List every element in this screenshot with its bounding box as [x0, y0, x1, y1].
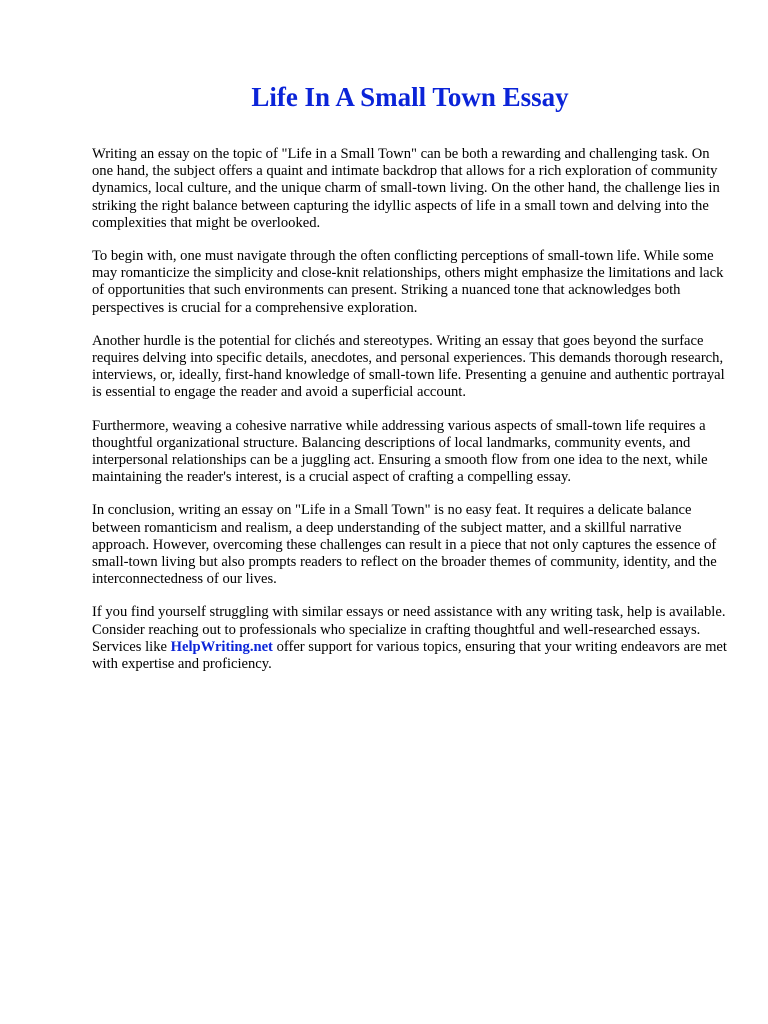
document-title: Life In A Small Town Essay [251, 82, 569, 112]
paragraph-cliches: Another hurdle is the potential for clichés and stereotypes. Writing an essay that goes beyond the surface requires delving into specific details, anecdotes, and personal experiences. This demands thorough research, interviews, or, ideally, first-hand knowledge of small-town life. Presenting a genuine and authentic portrayal is essential to engage the reader and avoid a superficial account. [92, 332, 725, 401]
help-text-after-link: offer support for various topics, ensuring that your writing endeavors are met with expertise and proficiency. [92, 638, 727, 673]
paragraph-intro: Writing an essay on the topic of "Life in a Small Town" can be both a rewarding and challenging task. On one hand, the subject offers a quaint and intimate backdrop that allows for a rich exploration of community dynamics, local culture, and the unique charm of small-town living. On the other hand, the challenge lies in striking the right balance between capturing the idyllic aspects of life in a small town and delving into the complexities that might be overlooked. [92, 146, 720, 231]
paragraph-conclusion: In conclusion, writing an essay on "Life in a Small Town" is no easy feat. It requires a delicate balance between romanticism and realism, a deep understanding of the subject matter, and a skillful narrative approach. However, overcoming these challenges can result in a piece that not only captures the essence of small-town living but also prompts readers to reflect on the broader themes of community, identity, and the interconnectedness of our lives. [92, 502, 717, 588]
paragraph-narrative: Furthermore, weaving a cohesive narrative while addressing various aspects of small-town life requires a thoughtful organizational structure. Balancing descriptions of local landmarks, community events, and interpersonal relationships can be a juggling act. Ensuring a smooth flow from one idea to the next, while maintaining the reader's interest, is a crucial aspect of crafting a compelling essay. [92, 417, 708, 486]
paragraph-perceptions: To begin with, one must navigate through the often conflicting perceptions of small-town life. While some may romanticize the simplicity and close-knit relationships, others might emphasize the limitations and lack of opportunities that such environments can present. Striking a nuanced tone that acknowledges both perspectives is crucial for a comprehensive exploration. [92, 248, 724, 316]
document-body [92, 146, 732, 689]
help-text-before-link: If you find yourself struggling with similar essays or need assistance with any writing task, help is available. Consider reaching out to professionals who specialize in crafting thoughtful and well-researched essays. Services like [92, 604, 726, 655]
helpwriting-link[interactable]: HelpWriting.net [170, 638, 273, 655]
paragraph-help [92, 604, 732, 673]
